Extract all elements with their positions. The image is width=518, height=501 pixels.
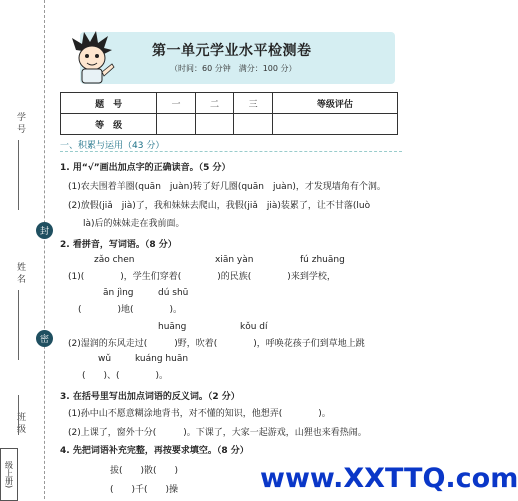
table-cell[interactable] [157, 114, 196, 135]
question-1: 1. 用“√”画出加点字的正确读音。（5 分） [60, 163, 231, 173]
class-underline [18, 395, 19, 435]
question-4: 4. 先把词语补充完整，再按要求填空。（8 分） [60, 446, 249, 456]
pinyin: xiān yàn [215, 255, 254, 265]
binding-margin [0, 0, 52, 499]
question-4-line-1: 拔( )散( ) [110, 466, 179, 476]
site-watermark: www.XXTTQ.com [260, 463, 518, 494]
question-4-line-2: ( )千( )操 [110, 485, 179, 495]
score-table [60, 92, 398, 135]
pinyin: fú zhuāng [300, 255, 345, 265]
question-2-line-2: ( )地( )。 [78, 305, 183, 315]
question-1-line-2: (2)放假(jiǎ jià)了，我和妹妹去爬山，我假(jiǎ jià)装累了，让不甘落(luò [68, 201, 371, 211]
question-1-line-3: là)后的妹妹走在我前面。 [83, 219, 185, 229]
page-title: 第一单元学业水平检测卷 [152, 43, 312, 59]
divider [60, 151, 402, 152]
table-row [61, 93, 398, 114]
question-2-line-4: ( )、( )。 [82, 371, 169, 381]
pinyin: zǎo chen [94, 255, 135, 265]
pinyin: ān jìng [103, 288, 134, 298]
table-cell[interactable] [272, 114, 397, 135]
section-heading: 一、积累与运用（43 分） [60, 141, 165, 151]
student-id-label: 学 号 [15, 112, 25, 133]
table-row [61, 114, 398, 135]
table-cell: 一 [157, 93, 196, 114]
table-cell[interactable] [234, 114, 273, 135]
name-underline [18, 290, 19, 360]
table-cell: 等 级 [61, 114, 157, 135]
pinyin: dú shū [158, 288, 189, 298]
question-1-line-1: (1)农夫围着羊圈(quān juàn)转了好几圈(quān juàn)，才发现墙角有个洞。 [68, 182, 386, 192]
cartoon-boy-icon [66, 28, 118, 86]
table-cell: 二 [195, 93, 234, 114]
class-label: 班 级 [15, 412, 25, 433]
question-2-line-3: (2)湿润的东风走过( )野，吹着( )，呼唤花孩子们到草地上跳 [68, 339, 365, 349]
pinyin: kuáng huān [135, 354, 189, 364]
pinyin: huāng [158, 322, 187, 332]
table-cell: 三 [234, 93, 273, 114]
student-id-underline [18, 140, 19, 210]
question-3: 3. 在括号里写出加点词语的反义词。（2 分） [60, 392, 240, 402]
seal-line [44, 0, 45, 499]
question-3-line-1: (1)孙中山不愿意糊涂地背书，对不懂的知识，他想弄( )。 [68, 409, 331, 419]
grade-volume-tag: 级上册) [0, 448, 18, 501]
exam-info: （时间：60 分钟 满分：100 分） [170, 64, 297, 73]
seal-mark-mi: 密 [36, 330, 53, 347]
table-cell: 题 号 [61, 93, 157, 114]
question-3-line-2: (2)上课了，窗外十分( )。下课了，大家一起游戏，山狸也来看热闹。 [68, 428, 367, 438]
table-cell: 等级评估 [272, 93, 397, 114]
question-2: 2. 看拼音，写词语。（8 分） [60, 240, 177, 250]
pinyin: wǔ [98, 354, 112, 364]
question-2-line-1: (1)( )，学生们穿着( )的民族( )来到学校， [68, 272, 336, 282]
pinyin: kǒu dí [240, 322, 268, 332]
table-cell[interactable] [195, 114, 234, 135]
seal-mark-feng: 封 [36, 222, 53, 239]
name-label: 姓 名 [15, 262, 25, 283]
